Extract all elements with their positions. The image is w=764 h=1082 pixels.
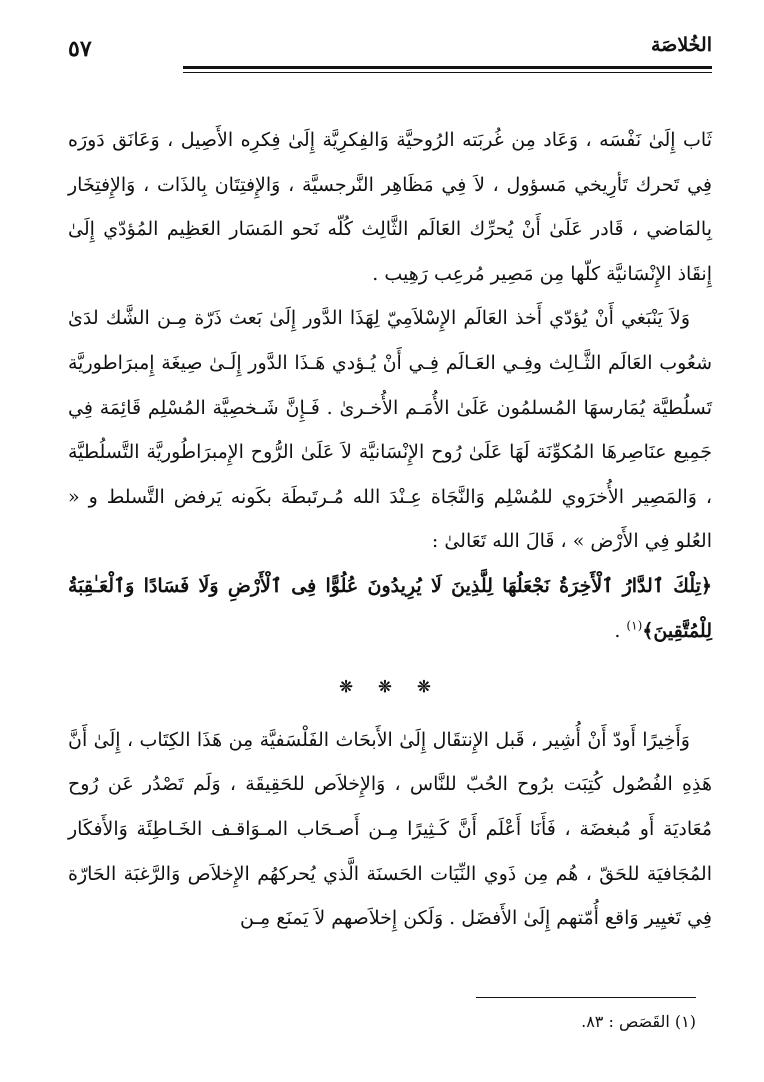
paragraph-3: وَأَخِيرًا أَودّ أَنْ أُشِير ، قَبل الإِنتقَال إِلَىٰ الأَبحَاث الفَلْسَفيَّة مِن هَذَا الكِتَاب ، إِلَىٰ أَنَّ هَذِهِ الفُصُول كُتِبَت برُوح الحُبّ للنَّاس ، وَالإِخلاَص للحَقِيقَة ، وَلَم تَصْدُر عَن رُوح مُعَاديَة أَو مُبغضَة ، فَأَنَا أَعْلَم أَنَّ كَـثِيرًا مِـن أَصـحَاب المـوَاقـف الخَـاطِئَة وَالأَفكَار المُجَافيَة للحَقّ ، هُم مِن ذَوي النِّيَات الحَسنَة الَّذي يُحركهُم الإِخلاَص وَالرَّغبَة الحَارّة فِي تَغيِير وَاقع أُمّتهم إِلَىٰ الأَفضَل . وَلَكن إِخلاَصهم لاَ يَمنَع مِـن: [68, 728, 712, 930]
section-separator: ❊ ❊ ❊: [339, 677, 441, 697]
page-number: ٥٧: [68, 36, 92, 62]
verse-text: ﴿تِلْكَ ٱلدَّارُ ٱلْأَخِرَةُ نَجْعَلُهَا لِلَّذِينَ لَا يُرِيدُونَ عُلُوًّا فِى ٱلْأَرْضِ وَلَا فَسَادًا وَٱلْعَـٰقِبَةُ لِلْمُتَّقِينَ﴾: [68, 574, 712, 642]
header-rule-thin: [183, 72, 712, 73]
running-title: الخُلاصَة: [651, 34, 712, 56]
paragraph-2: وَلاَ يَنْبَغي أَنْ يُؤدّي أَخذ العَالَم الإِسْلاَمِيّ لِهَذَا الدَّور إِلَىٰ بَعث ذَرّة مِـن الشَّك لدَىٰ شعُوب العَالَم الثَّـالِث وفِـي العَـالَم فِـي أَنْ يُـؤدي هَـذَا الدَّور إِلَـىٰ صِيغَة إِمبرَاطوريَّة تَسلُطيَّة يُمَارسهَا المُسلمُون عَلَىٰ الأُمَـم الأُخـرىٰ . فَـإِنَّ شَـخصِيَّة المُسْلِم قَائِمَة فِي جَمِيع عنَاصِرهَا المُكوِّنَة لَهَا عَلَىٰ رُوح الإِنْسَانيَّة لاَ عَلَىٰ الرُّوح الإِمبرَاطُوريَّة التَّسلُطيَّة ، وَالمَصِير الأُخرَوي للمُسْلِم وَالنَّجَاة عِـنْدَ الله مُـرتَبطَة بكَونه يَرفض التَّسلط و « العُلو فِي الأَرْض » ، قَالَ الله تَعَالىٰ :: [68, 307, 712, 553]
footnote-reference: (١): [626, 618, 643, 633]
paragraph-1: ثَاب إِلَىٰ نَفْسَه ، وَعَاد مِن غُربَته الرُوحيَّة وَالفِكرِيَّة إِلَىٰ فِكرِه الأَصِيل ، وَعَانَق دَورَه فِي تَحرك تَأرِيخي مَسؤول ، لاَ فِي مَظَاهِر النَّرجسيَّة ، وَالإِفتِتَان بِالذَات ، وَالإِفتِخَار بِالمَاضي ، قَادر عَلَىٰ أَنْ يُحرِّك العَالَم الثَّالِث كُلّه نَحو المَسَار العَظِيم المُؤدّي إِلَىٰ إِنقَاذ الإِنْسَانيَّة كلّها مِن مَصِير مُرعِب رَهِيب .: [68, 129, 712, 285]
main-text: [68, 118, 712, 941]
verse-end: .: [614, 619, 627, 642]
running-header: [68, 30, 712, 70]
header-rule: [183, 66, 712, 69]
footnote: (١) القَصَص : ٨٣.: [581, 1012, 696, 1031]
quran-verse: [68, 564, 712, 653]
footnote-rule: [476, 997, 696, 998]
